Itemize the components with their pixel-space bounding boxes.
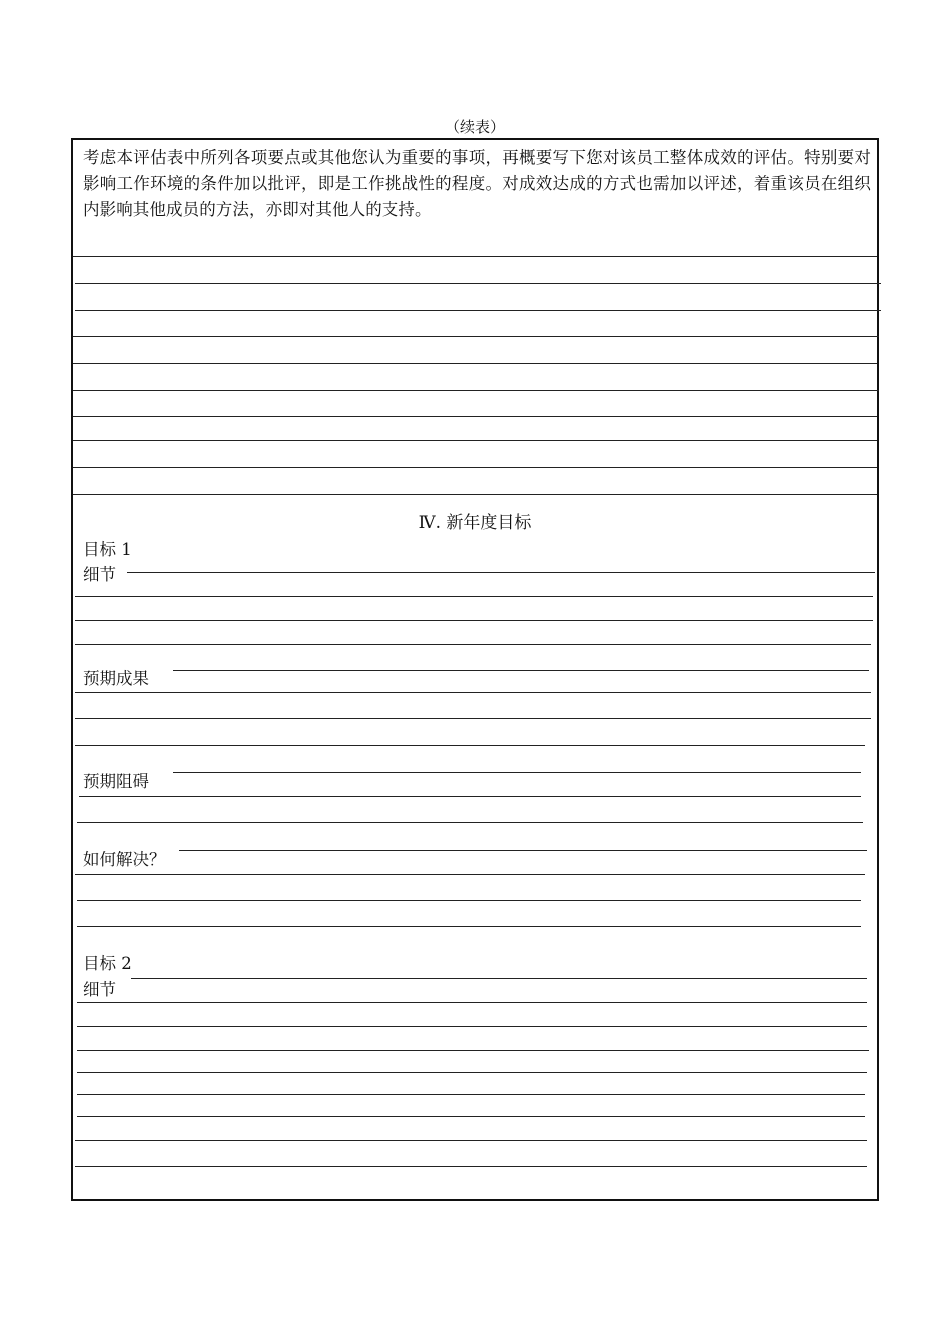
goal1-expected-obstacles-line[interactable] [77,822,863,823]
goal1-details-line[interactable] [75,644,871,645]
goal2-details-line[interactable] [77,1116,865,1117]
overall-writing-line[interactable] [73,363,877,364]
goal2-details-line[interactable] [77,1094,865,1095]
overall-writing-line[interactable] [73,440,877,441]
goal2-details-line[interactable] [77,1002,867,1003]
goal1-solution-line[interactable] [77,926,861,927]
goal1-details-label: 细节 [83,565,116,584]
evaluation-form-table [71,138,879,1201]
goal1-expected-results-label: 预期成果 [83,669,149,688]
section-divider [73,494,877,495]
goal2-details-line[interactable] [77,1026,867,1027]
goal2-title: 目标 2 [83,954,132,973]
goal1-how-to-solve-label: 如何解决？ [83,850,166,869]
overall-writing-line[interactable] [73,390,879,391]
goal2-details-line[interactable] [75,1140,867,1141]
overall-writing-line[interactable] [73,336,879,337]
goal2-details-line[interactable] [75,1166,867,1167]
goal1-expected-results-line[interactable] [173,670,869,671]
goal1-solution-line[interactable] [179,850,867,851]
goal1-expected-obstacles-label: 预期阻碍 [83,772,149,791]
goal2-details-line[interactable] [77,1072,867,1073]
goal1-expected-results-line[interactable] [75,692,871,693]
overall-writing-line[interactable] [73,256,877,257]
overall-writing-line[interactable] [75,310,881,311]
goal1-expected-obstacles-line[interactable] [173,772,861,773]
goal1-title: 目标 1 [83,540,132,559]
table-continued-caption: （续表） [444,118,505,136]
overall-writing-line[interactable] [73,467,877,468]
goal2-details-label: 细节 [83,980,116,999]
goal1-expected-results-line[interactable] [75,745,865,746]
goal1-expected-results-line[interactable] [75,718,871,719]
goal2-details-line[interactable] [77,1050,869,1051]
goal2-details-line[interactable] [131,978,867,979]
new-year-goals-heading: Ⅳ. 新年度目标 [418,513,532,533]
goal1-solution-line[interactable] [75,874,865,875]
overall-writing-line[interactable] [75,283,881,284]
goal1-expected-obstacles-line[interactable] [79,796,861,797]
goal1-details-line[interactable] [127,572,875,573]
overall-evaluation-instructions: 考虑本评估表中所列各项要点或其他您认为重要的事项，再概要写下您对该员工整体成效的评估。特别要对影响工作环境的条件加以批评，即是工作挑战性的程度。对成效达成的方式也需加以评述，着重该员在组织内影响其他成员的方法，亦即对其他人的支持。 [83,148,871,219]
overall-writing-line[interactable] [73,416,877,417]
goal1-solution-line[interactable] [77,900,861,901]
goal1-details-line[interactable] [75,596,873,597]
goal1-details-line[interactable] [75,620,873,621]
